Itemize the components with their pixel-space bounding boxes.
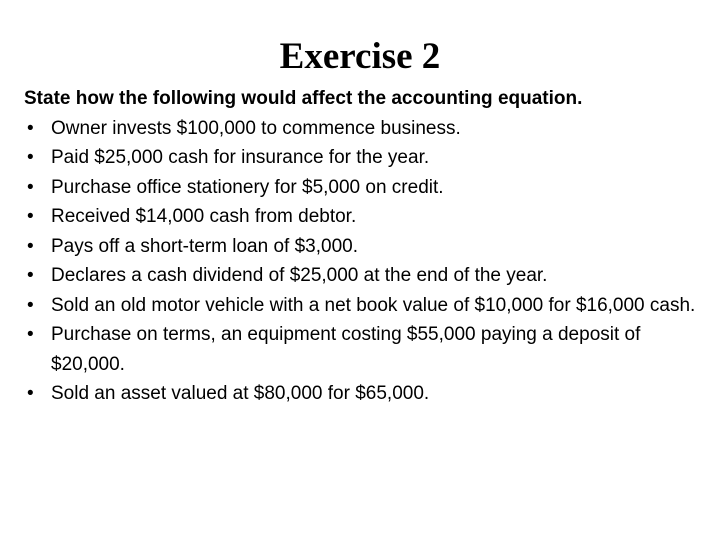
list-item (24, 173, 704, 203)
list-item-text: Paid $25,000 cash for insurance for the year. (51, 147, 430, 168)
list-item (24, 379, 704, 409)
list-item (24, 232, 704, 262)
list-item-text: Owner invests $100,000 to commence business. (51, 117, 461, 139)
slide-title: Exercise 2 (279, 36, 441, 77)
list-item-text: Sold an old motor vehicle with a net book value of $10,000 for $16,000 cash. (51, 294, 696, 316)
bullet-icon: • (27, 147, 34, 168)
list-item (24, 143, 704, 173)
list-item-text: Purchase office stationery for $5,000 on credit. (51, 176, 444, 198)
list-item (24, 114, 704, 144)
list-item (24, 291, 704, 321)
bullet-icon: • (27, 117, 34, 139)
bullet-icon: • (27, 176, 34, 198)
list-item-text: Pays off a short-term loan of $3,000. (51, 235, 358, 257)
list-item-text: Purchase on terms, an equipment costing $55,000 paying a deposit of $20,000. (51, 324, 641, 375)
exercise-list (24, 114, 704, 409)
slide-body (24, 84, 704, 409)
list-item (24, 261, 704, 291)
list-item-text: Received $14,000 cash from debtor. (51, 206, 357, 227)
bullet-icon: • (27, 235, 34, 257)
bullet-icon: • (27, 324, 34, 345)
bullet-icon: • (27, 383, 34, 404)
instruction-text: State how the following would affect the accounting equation. (24, 88, 583, 109)
list-item-text: Sold an asset valued at $80,000 for $65,000. (51, 383, 430, 404)
bullet-icon: • (27, 294, 34, 316)
list-item (24, 202, 704, 232)
list-item-text: Declares a cash dividend of $25,000 at the end of the year. (51, 265, 548, 286)
list-item (24, 320, 704, 379)
bullet-icon: • (27, 265, 34, 286)
bullet-icon: • (27, 206, 34, 227)
